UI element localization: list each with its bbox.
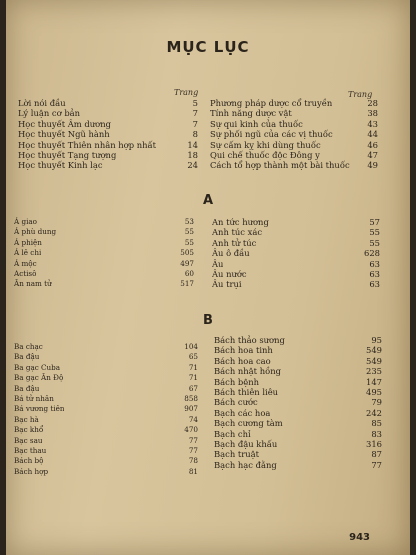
toc-entry-page: 87 [371,449,382,460]
toc-entry-title: Bạc khổ [14,425,44,435]
toc-entry [214,366,382,376]
toc-entry [214,418,382,428]
toc-entry-page: 46 [367,139,378,150]
toc-entry-title: Phương pháp dược cổ truyền [210,98,333,108]
toc-entry-page: 858 [184,394,198,404]
toc-entry [14,279,194,289]
toc-entry-page: 63 [369,279,380,290]
toc-entry-page: 495 [366,387,382,398]
toc-entry-title: Học thuyết Kinh lạc [18,160,103,171]
toc-entry-page: 81 [188,466,198,476]
toc-entry [18,108,198,118]
toc-entry-page: 628 [364,248,380,259]
toc-entry-title: Sự cấm kỵ khi dùng thuốc [210,139,321,150]
toc-entry [212,279,380,289]
toc-entry-page: 77 [371,459,382,470]
toc-entry [210,129,378,139]
toc-entry-title: Bạc sau [14,435,43,445]
toc-entry-page: 77 [188,435,198,445]
toc-entry [14,227,194,237]
toc-entry-page: 55 [184,227,194,237]
toc-entry [212,269,380,279]
toc-entry-title: Ba gạc Cuba [14,362,61,372]
toc-entry-page: 71 [188,373,198,383]
toc-entry [14,436,198,446]
toc-entry-title: Bạch đậu khấu [214,439,278,450]
toc-entry-page: 78 [188,456,198,466]
toc-entry [14,342,198,352]
toc-entry-page: 470 [184,425,198,435]
toc-entry-page: 517 [180,279,194,289]
toc-entry-title: Bách bệnh [214,376,259,387]
toc-entry-title: Á giao [14,217,37,226]
toc-entry-title: Ba đậu [14,383,40,393]
toc-entry-page: 67 [188,383,198,393]
toc-entry-title: Ba gạc Ấn Độ [14,373,64,383]
toc-entry-title: Âu nước [212,269,247,280]
toc-entry-page: 65 [188,352,198,362]
toc-entry [210,119,378,129]
toc-entry [214,335,382,345]
toc-entry [14,259,194,269]
toc-entry-title: Tính năng dược vật [210,108,292,119]
toc-entry-page: 14 [187,139,198,150]
toc-entry-title: Cách tổ hợp thành một bài thuốc [210,160,350,171]
toc-entry [214,377,382,387]
toc-entry-title: Bạch các hoa [214,407,271,418]
toc-entry [18,98,198,108]
toc-entry-title: Bạch hạc đằng [214,459,277,470]
toc-entry-title: Âu ô đầu [212,248,250,259]
section-letter-b: B [203,313,213,328]
toc-entry-title: Actisô [14,269,37,279]
toc-entry [18,150,198,160]
toc-entry-title: Lời nói đầu [18,98,66,108]
toc-entry-title: Bách cước [214,397,258,408]
toc-entry-title: Bách nhật hồng [214,366,281,377]
toc-entry-page: 85 [371,418,382,429]
toc-entry-title: Học thuyết Thiên nhân hợp nhất [18,139,157,150]
toc-entry-page: 7 [192,108,198,119]
toc-entry [210,108,378,118]
toc-entry-title: Á lê chi [14,248,42,258]
toc-entry [212,238,380,248]
toc-entry [214,439,382,449]
toc-entry-page: 18 [187,150,198,161]
toc-entry-page: 83 [371,428,382,439]
page-title: MỤC LỤC [166,38,250,56]
toc-entry [14,456,198,466]
toc-entry-title: Bá vương tiên [14,404,65,414]
toc-entry-page: 55 [369,237,380,248]
toc-entry [212,227,380,237]
toc-entry [14,238,194,248]
toc-entry-title: Bách thiên liêu [214,387,279,398]
toc-entry [14,269,194,279]
toc-entry-title: Lý luận cơ bản [18,108,81,119]
toc-entry-page: 47 [367,150,378,161]
toc-entry-title: Anh túc xác [212,227,263,238]
toc-entry-page: 74 [188,414,198,424]
toc-entry-page: 7 [192,118,198,129]
toc-entry [210,160,378,170]
page-column-label-right: Trang [348,90,373,99]
toc-entry-page: 53 [184,217,194,226]
toc-entry [212,217,380,227]
toc-entry-page: 63 [369,269,380,280]
toc-entry-page: 60 [184,269,194,279]
toc-entry-page: 38 [367,108,378,119]
toc-entry-page: 235 [366,366,382,377]
intro-list-left [18,98,198,171]
intro-list-right [210,98,378,171]
toc-entry [14,467,198,477]
toc-entry [14,425,198,435]
toc-entry-page: 549 [366,345,382,356]
toc-entry-page: 57 [369,217,380,227]
toc-entry [14,248,194,258]
toc-entry-title: Bách thảo sương [214,335,285,345]
toc-entry-page: 549 [366,355,382,366]
toc-entry [214,460,382,470]
toc-entry-page: 43 [367,118,378,129]
toc-entry-page: 95 [371,335,382,345]
toc-entry [214,345,382,355]
toc-entry-title: Á mộc [14,258,37,268]
toc-entry-page: 316 [366,439,382,450]
toc-entry-title: Anh tử túc [212,237,257,248]
section-letter-a: A [202,193,214,208]
toc-entry-title: Học thuyết Tạng tượng [18,150,117,161]
toc-entry-page: 5 [192,98,198,108]
toc-entry-page: 55 [184,237,194,247]
toc-entry [214,408,382,418]
toc-entry-title: Bạc hà [14,414,39,424]
toc-entry-title: Bạch chỉ [214,428,251,439]
toc-entry-page: 907 [184,404,198,414]
toc-entry-title: Âu trụi [212,279,242,290]
toc-entry-title: Bách hợp [14,466,49,476]
book-page [6,0,410,555]
toc-entry [210,98,378,108]
toc-entry-title: Qui chế thuốc độc Đông y [210,150,320,161]
toc-entry-title: Ba chạc [14,342,43,351]
toc-entry-title: Sự phối ngũ của các vị thuốc [210,129,333,140]
toc-entry-title: Bách hoa cao [214,355,271,366]
section-a-list-right [212,217,380,290]
toc-entry-title: Bách bộ [14,456,44,466]
section-b-list-left [14,342,198,477]
toc-entry [18,140,198,150]
toc-entry-page: 79 [371,397,382,408]
toc-entry [14,217,194,227]
toc-entry-title: Bá tử nhân [14,394,54,404]
toc-entry [18,129,198,139]
toc-entry-title: Bạc thau [14,446,47,456]
toc-entry-page: 242 [366,407,382,418]
toc-entry-page: 147 [366,376,382,387]
toc-entry-page: 44 [367,129,378,140]
toc-entry-page: 77 [188,446,198,456]
toc-entry-title: Sự qui kinh của thuốc [210,118,303,129]
toc-entry-title: Bạch cương tàm [214,418,283,429]
toc-entry-page: 497 [180,258,194,268]
toc-entry-title: An tức hương [212,217,269,227]
toc-entry-title: Á phiện [14,237,42,247]
toc-entry-title: Học thuyết Âm dương [18,118,111,129]
toc-entry [18,119,198,129]
toc-entry-page: 104 [184,342,198,351]
toc-entry-title: Bách hoa tinh [214,345,273,356]
toc-entry [14,352,198,362]
toc-entry [210,140,378,150]
toc-entry [212,248,380,258]
toc-entry-title: Bạch truật [214,449,260,460]
toc-entry [18,160,198,170]
page-number: 943 [349,532,370,543]
toc-entry [212,259,380,269]
toc-entry-page: 24 [187,160,198,171]
toc-entry [14,404,198,414]
section-b-list-right [214,335,382,470]
toc-entry [214,397,382,407]
toc-entry [14,394,198,404]
toc-entry-title: Âu [212,258,224,269]
toc-entry [214,387,382,397]
toc-entry [14,373,198,383]
toc-entry-page: 8 [192,129,198,140]
toc-entry-page: 28 [367,98,378,108]
toc-entry [214,449,382,459]
toc-entry [14,415,198,425]
section-a-list-left [14,217,194,290]
toc-entry [14,384,198,394]
toc-entry [14,363,198,373]
toc-entry [14,446,198,456]
toc-entry-page: 63 [369,258,380,269]
toc-entry-page: 55 [369,227,380,238]
toc-entry-title: Á phù dung [14,227,57,237]
page-column-label-left: Trang [174,88,199,97]
toc-entry-title: Ấn nam tử [14,279,52,289]
toc-entry-title: Ba đậu [14,352,40,362]
toc-entry [214,356,382,366]
toc-entry [214,429,382,439]
toc-entry [210,150,378,160]
toc-entry-page: 505 [180,248,194,258]
toc-entry-title: Học thuyết Ngũ hành [18,129,110,140]
toc-entry-page: 71 [188,362,198,372]
toc-entry-page: 49 [367,160,378,171]
